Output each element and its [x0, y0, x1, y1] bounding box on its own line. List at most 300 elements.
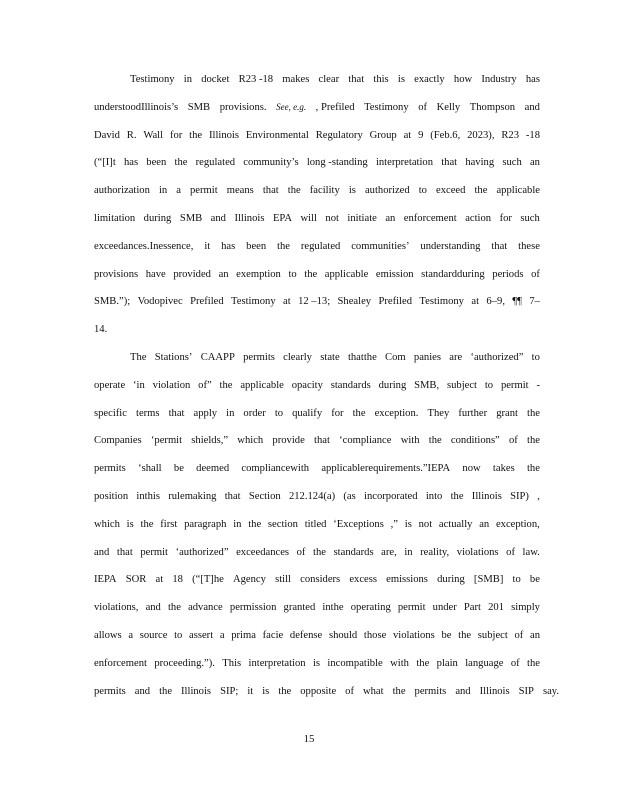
paragraph2-line: [94, 685, 560, 697]
word: during: [437, 574, 465, 586]
word: exceedances.Inessence,: [94, 240, 194, 252]
word: granted: [283, 602, 316, 614]
word: provisions.: [219, 101, 267, 113]
word: the: [278, 685, 292, 697]
word: 2023),: [467, 129, 495, 141]
word: that: [168, 407, 185, 419]
word: Wall: [143, 129, 164, 141]
word: an: [530, 630, 540, 641]
word: exceedances: [236, 546, 290, 558]
word: a: [219, 630, 225, 641]
word: emission: [375, 268, 414, 280]
word: terms: [136, 407, 160, 419]
word: thatthe: [347, 352, 377, 363]
word: of: [418, 101, 428, 113]
word: of: [508, 435, 518, 447]
word: the: [527, 435, 540, 447]
word: are: [449, 352, 463, 363]
word: still: [275, 574, 291, 586]
word: CAAPP: [200, 352, 235, 363]
word: assert: [189, 630, 214, 641]
word: considers: [300, 574, 341, 586]
word: the: [527, 407, 540, 419]
word: ‘permit: [150, 435, 183, 447]
word: makes: [282, 74, 310, 85]
word: initiate: [347, 213, 377, 224]
word: ‘compliance: [339, 435, 392, 447]
word: incorporated: [364, 491, 418, 502]
word: been: [246, 240, 267, 252]
word: in: [233, 518, 242, 530]
word: violations: [392, 630, 435, 641]
paragraph2-line: [94, 491, 540, 502]
word: standardduring: [421, 268, 485, 280]
word: subject: [477, 630, 508, 641]
word: to: [484, 379, 494, 391]
word: into: [425, 491, 443, 502]
word: permits: [94, 463, 126, 475]
word: The: [130, 352, 147, 363]
word: not: [325, 213, 339, 224]
paragraph1-line: [94, 269, 540, 280]
word: conditions”: [450, 435, 500, 447]
word: permit: [140, 546, 168, 558]
word: opacity: [291, 379, 323, 391]
word: takes: [492, 463, 515, 475]
word: the: [352, 407, 366, 419]
word: allows: [94, 630, 122, 641]
word: the: [174, 157, 188, 169]
word: rulemaking: [168, 491, 217, 502]
word: Environmental: [245, 129, 309, 141]
word: and: [94, 546, 110, 558]
word: specific: [94, 407, 127, 419]
word: 7–: [529, 296, 540, 308]
word: 201: [488, 602, 504, 614]
word: during: [143, 213, 172, 224]
word: say.: [542, 685, 560, 697]
paragraph2-line: [94, 435, 540, 446]
word: at: [471, 296, 480, 308]
word: provided: [173, 268, 211, 280]
word: titled: [304, 518, 327, 530]
word: Illinois: [471, 491, 502, 502]
word: This: [222, 657, 242, 669]
word: this: [373, 74, 389, 85]
word: that: [441, 157, 458, 169]
word: the: [458, 630, 472, 641]
word: are,: [381, 546, 397, 558]
word: R23 -18: [238, 74, 274, 85]
word: not: [418, 518, 433, 530]
word: permits: [414, 685, 447, 697]
word: Stations’: [154, 352, 193, 363]
word: at: [155, 574, 164, 586]
word: long -standing: [306, 157, 368, 169]
word: actually: [438, 518, 473, 530]
word: which: [237, 435, 264, 447]
word: the: [304, 268, 318, 280]
word: deemed: [196, 463, 230, 475]
word: the: [392, 685, 406, 697]
word: the: [450, 491, 464, 502]
word: it: [247, 685, 254, 697]
word: emissions: [386, 574, 428, 586]
word: to: [531, 352, 540, 363]
word: an: [218, 268, 229, 280]
word: of”: [198, 379, 212, 391]
word: applicablerequirements.”IEPA: [321, 463, 451, 475]
word: state: [320, 352, 340, 363]
word: SOR: [125, 574, 147, 586]
word: SMB: [179, 213, 203, 224]
word: that: [348, 74, 365, 85]
paragraph2-line: [94, 574, 540, 585]
word: subject: [446, 379, 477, 391]
word: has: [525, 74, 540, 85]
word: and: [455, 685, 471, 697]
word: panies: [413, 352, 441, 363]
word: the: [219, 379, 233, 391]
word: ,: [537, 491, 540, 502]
paragraph1-line: [94, 185, 540, 196]
word: operate: [94, 379, 126, 391]
word: 9: [418, 129, 424, 141]
word: exception,: [495, 518, 540, 530]
word: clearly: [283, 352, 312, 363]
word: understoodIllinois’s: [94, 101, 179, 113]
word: Kelly: [436, 101, 461, 113]
word: with: [390, 657, 409, 669]
word: violation: [152, 379, 191, 391]
word: law.: [522, 546, 540, 558]
word: a: [128, 630, 134, 641]
word: Group: [369, 129, 397, 141]
word: SMB.”);: [94, 296, 131, 308]
word: opposite: [300, 685, 337, 697]
word: authorized: [364, 185, 410, 197]
word: order: [243, 407, 266, 419]
word: such: [502, 157, 522, 169]
word: SIP: [518, 685, 534, 697]
word: the: [313, 546, 326, 558]
word: paragraph: [184, 518, 227, 530]
word: and: [210, 213, 226, 224]
paragraph1-line: [94, 157, 540, 168]
word: it: [204, 240, 211, 252]
word: authorization: [94, 185, 150, 197]
word: for: [331, 407, 344, 419]
word: Illinois: [234, 213, 265, 224]
word: inthe: [322, 602, 344, 614]
word: Section: [248, 491, 281, 502]
word: has: [123, 157, 139, 169]
word: an: [529, 157, 540, 169]
paragraph2-line: [94, 547, 540, 558]
word: that: [224, 491, 241, 502]
word: Prefiled: [378, 296, 413, 308]
word: They: [427, 407, 450, 419]
word: for: [499, 213, 512, 224]
word: and: [134, 685, 151, 697]
word: (“[T]he: [192, 574, 224, 586]
word: [SMB]: [473, 574, 504, 586]
word: interpretation: [375, 157, 434, 169]
word: SIP;: [220, 685, 239, 697]
word: Com: [385, 352, 406, 363]
word: the: [287, 185, 301, 197]
word: ‘shall: [138, 463, 162, 475]
word: exemption: [236, 268, 281, 280]
word: incompatible: [327, 657, 383, 669]
word: action: [465, 213, 492, 224]
word: which: [94, 518, 120, 530]
word: communities’: [351, 240, 410, 252]
word: now: [462, 463, 481, 475]
word: permit: [397, 602, 426, 614]
paragraph1-line: [94, 102, 540, 113]
word: is: [126, 518, 134, 530]
paragraph2-line: [94, 463, 540, 474]
word: IEPA: [94, 574, 117, 586]
word: ‘in: [133, 379, 145, 391]
word: should: [328, 630, 358, 641]
word: under: [432, 602, 457, 614]
word: (as: [343, 491, 356, 502]
word: the: [526, 463, 540, 475]
word: interpretation: [248, 657, 306, 669]
word: (Feb.6,: [430, 129, 461, 141]
word: , Prefiled: [315, 101, 355, 113]
paragraph2-line: [94, 658, 540, 669]
word: (“[I]t: [94, 157, 116, 169]
word: to: [512, 574, 521, 586]
word: is: [348, 185, 356, 197]
word: R23: [501, 129, 520, 141]
word: exception.: [374, 407, 419, 419]
paragraph2-line: [94, 380, 540, 391]
word: ,”: [390, 518, 398, 530]
word: R.: [126, 129, 137, 141]
paragraph1-line: [94, 296, 540, 307]
word: Testimony: [231, 296, 276, 308]
word: qualify: [292, 407, 323, 419]
word: first: [160, 518, 178, 530]
word: the: [527, 657, 540, 669]
word: the: [416, 657, 430, 669]
paragraph2-line: [94, 408, 540, 419]
word: at: [403, 129, 412, 141]
word: 14.: [94, 324, 108, 336]
word: exceed: [436, 185, 466, 197]
page-number: 15: [303, 733, 315, 745]
word: regulated: [195, 157, 236, 169]
word: Prefiled: [190, 296, 224, 308]
word: permission: [229, 602, 277, 614]
word: be: [173, 463, 184, 475]
word: EPA: [272, 213, 292, 224]
word: facility: [309, 185, 340, 197]
word: that: [262, 185, 279, 197]
word: 212.124(a): [288, 491, 336, 502]
word: those: [363, 630, 387, 641]
word: is: [404, 518, 412, 530]
word: position: [94, 491, 129, 502]
paragraph1-line: [130, 74, 540, 85]
word: a: [176, 185, 181, 197]
word: community’s: [243, 157, 299, 169]
paragraph2-line: [94, 602, 540, 613]
word: violations,: [94, 602, 139, 614]
word: shields,”: [191, 435, 229, 447]
word: the: [428, 435, 442, 447]
word: standards: [330, 379, 371, 391]
word: at: [283, 296, 291, 308]
word: 6–9,: [486, 296, 505, 308]
word: plain: [436, 657, 458, 669]
word: Industry: [481, 74, 517, 85]
word: with: [400, 435, 420, 447]
word: an: [385, 213, 396, 224]
word: to: [274, 407, 284, 419]
word: Part: [463, 602, 481, 614]
word: permits: [94, 685, 126, 697]
word: inthis: [136, 491, 160, 502]
word: 18: [172, 574, 183, 586]
word: excess: [349, 574, 377, 586]
word: provide: [272, 435, 305, 447]
word: means: [226, 185, 254, 197]
word: what: [362, 685, 384, 697]
word: SIP): [510, 491, 529, 502]
word: further: [458, 407, 488, 419]
word: SMB,: [414, 379, 440, 391]
word: these: [518, 240, 540, 252]
word: Regulatory: [315, 129, 363, 141]
word: in: [404, 546, 413, 558]
word: Testimony: [130, 74, 175, 85]
word: the: [248, 518, 262, 530]
paragraph1-line: [94, 241, 540, 252]
word: Agency: [232, 574, 266, 586]
word: such: [520, 213, 540, 224]
word: operating: [350, 602, 391, 614]
word: exactly: [414, 74, 445, 85]
word: having: [465, 157, 495, 169]
word: Testimony: [364, 101, 409, 113]
word: Testimony: [419, 296, 464, 308]
word: ‘authorized”: [470, 352, 524, 363]
word: to: [288, 268, 297, 280]
word: provisions: [94, 268, 139, 280]
word: Illinois: [208, 129, 239, 141]
word: applicable: [240, 379, 284, 391]
paragraph1-line: [94, 324, 540, 335]
word: that: [116, 546, 133, 558]
word: enforcement: [94, 657, 147, 669]
word: of: [506, 546, 515, 558]
word: advance: [188, 602, 223, 614]
word: understanding: [420, 240, 481, 252]
word: is: [312, 657, 321, 669]
word: SMB: [187, 101, 211, 113]
word: apply: [193, 407, 218, 419]
paragraph1-line: [94, 130, 540, 141]
word: will: [300, 213, 317, 224]
word: regulated: [300, 240, 341, 252]
word: of: [296, 546, 306, 558]
word: how: [453, 74, 473, 85]
word: section: [267, 518, 298, 530]
word: facie: [262, 630, 284, 641]
word: grant: [496, 407, 518, 419]
paragraph2-line: [94, 519, 540, 530]
word: Illinois: [181, 685, 212, 697]
word: ‘authorized”: [175, 546, 229, 558]
word: of: [531, 268, 540, 280]
word: the: [189, 129, 203, 141]
word: See, e.g.: [276, 101, 307, 112]
paragraph2-line: [130, 352, 540, 363]
word: have: [145, 268, 166, 280]
word: ‘Exceptions: [333, 518, 384, 530]
word: periods: [492, 268, 524, 280]
word: the: [159, 685, 173, 697]
word: is: [262, 685, 270, 697]
word: -18: [525, 129, 540, 141]
word: reality,: [420, 546, 450, 558]
paragraph1-line: [94, 213, 540, 224]
word: an: [479, 518, 490, 530]
word: -: [536, 379, 540, 391]
word: Vodopivec: [137, 296, 183, 308]
word: permit: [190, 185, 218, 197]
word: limitation: [94, 213, 136, 224]
word: for: [169, 129, 183, 141]
word: is: [397, 74, 405, 85]
word: to: [174, 630, 183, 641]
word: permit: [500, 379, 529, 391]
word: compliancewith: [241, 463, 310, 475]
word: during: [378, 379, 407, 391]
word: applicable: [496, 185, 540, 197]
word: defense: [289, 630, 323, 641]
word: Shealey: [337, 296, 372, 308]
word: docket: [201, 74, 230, 85]
word: the: [140, 518, 154, 530]
word: the: [474, 185, 488, 197]
word: language: [465, 657, 504, 669]
word: clear: [318, 74, 340, 85]
paragraph2-line: [94, 630, 540, 641]
word: of: [514, 630, 524, 641]
word: in: [226, 407, 235, 419]
word: proceeding.”).: [154, 657, 215, 669]
word: Illinois: [479, 685, 510, 697]
word: Companies: [94, 435, 142, 447]
word: source: [139, 630, 168, 641]
word: enforcement: [403, 213, 457, 224]
word: and: [145, 602, 161, 614]
word: standards: [333, 546, 374, 558]
word: in: [158, 185, 168, 197]
word: David: [94, 129, 120, 141]
word: of: [345, 685, 354, 697]
word: to: [418, 185, 427, 197]
word: the: [277, 240, 290, 252]
word: been: [146, 157, 167, 169]
word: prima: [231, 630, 256, 641]
